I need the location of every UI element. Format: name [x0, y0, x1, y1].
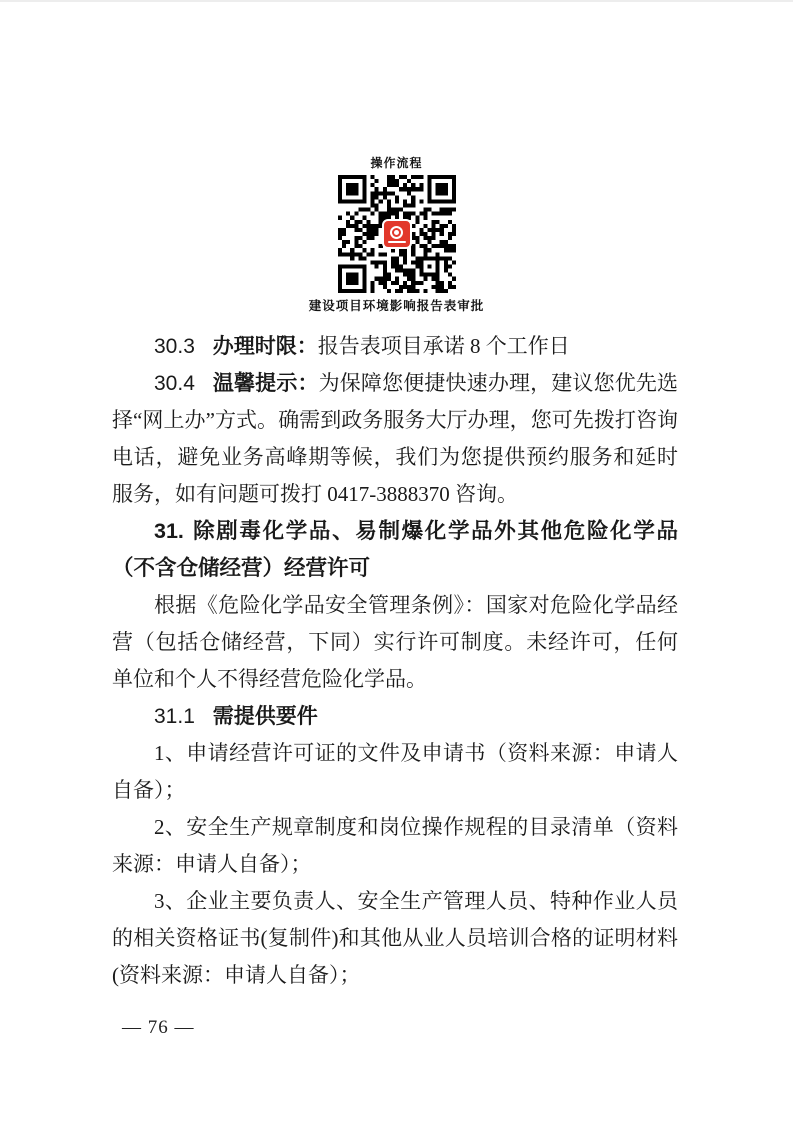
logo-emblem-icon [390, 226, 403, 239]
qr-caption: 建设项目环境影响报告表审批 [308, 299, 485, 313]
clause-number: 30.3 [154, 335, 195, 358]
paragraph-text: 根据《危险化学品安全管理条例》：国家对危险化学品经营（包括仓储经营，下同）实行许可制度。未经许可，任何单位和个人不得经营危险化学品。 [112, 593, 678, 691]
list-item-1 [112, 735, 678, 809]
heading-31-1 [112, 698, 678, 735]
heading-31 [112, 513, 678, 587]
subheading-text: 需提供要件 [212, 704, 318, 728]
app-logo-icon [382, 219, 412, 249]
list-item-text: 3、企业主要负责人、安全生产管理人员、特种作业人员的相关资格证书(复制件)和其他从业人员培训合格的证明材料(资料来源：申请人自备）； [112, 889, 678, 987]
paragraph-30-3 [112, 328, 678, 365]
clause-text: 报告表项目承诺 8 个工作日 [317, 334, 570, 358]
list-item-text: 1、申请经营许可证的文件及申请书（资料来源：申请人自备）； [112, 741, 678, 802]
subheading-number: 31.1 [154, 705, 195, 728]
heading-number: 31. [154, 519, 184, 543]
clause-number: 30.4 [154, 372, 195, 395]
document-body [112, 328, 678, 994]
list-item-3 [112, 883, 678, 994]
qr-code [338, 175, 456, 293]
page-number: — 76 — [122, 1017, 195, 1038]
clause-label: 温馨提示： [212, 371, 319, 395]
qr-title: 操作流程 [370, 156, 423, 170]
qr-block [0, 154, 793, 314]
clause-label: 办理时限： [212, 334, 318, 358]
heading-text: 除剧毒化学品、易制爆化学品外其他危险化学品（不含仓储经营）经营许可 [112, 519, 678, 580]
list-item-2 [112, 809, 678, 883]
list-item-text: 2、安全生产规章制度和岗位操作规程的目录清单（资料来源：申请人自备）； [112, 815, 678, 876]
paragraph-30-4 [112, 365, 678, 513]
paragraph-31-intro [112, 587, 678, 698]
clause-text: 为保障您便捷快速办理，建议您优先选择“网上办”方式。确需到政务服务大厅办理，您可先拨打咨询电话，避免业务高峰期等候，我们为您提供预约服务和延时服务，如有问题可拨打 0417-3888370 咨询。 [112, 371, 679, 506]
logo-text-bar [388, 241, 406, 243]
